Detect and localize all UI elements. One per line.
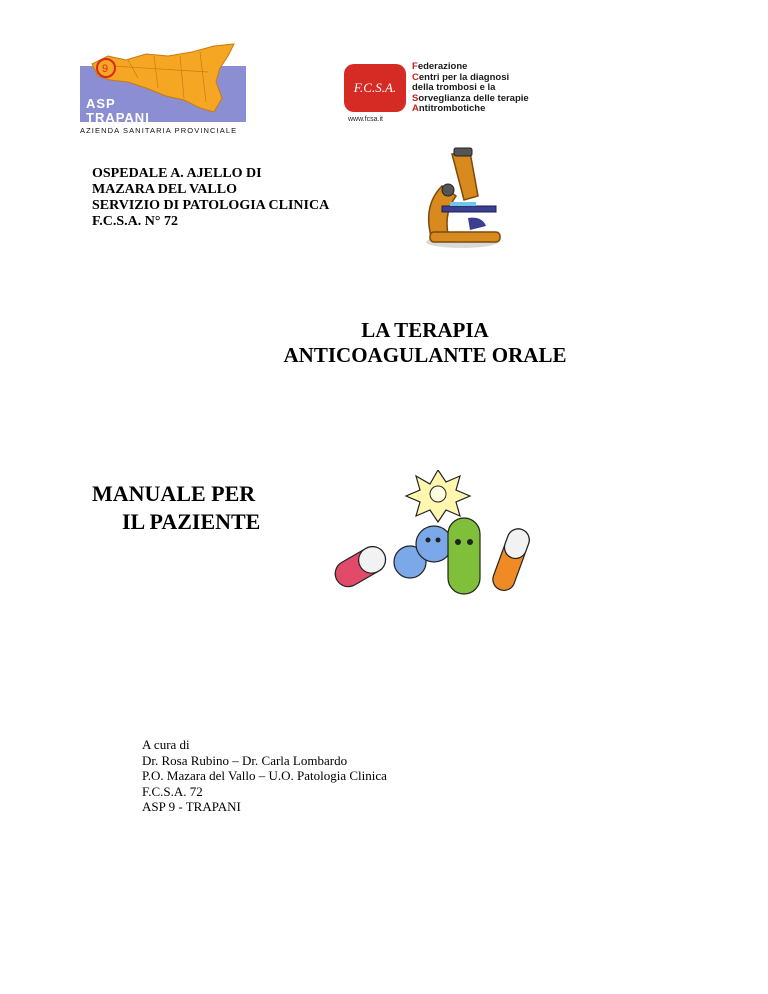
title-line1: LA TERAPIA — [361, 318, 489, 342]
asp-caption: AZIENDA SANITARIA PROVINCIALE — [80, 126, 238, 135]
asp-line2: TRAPANI — [86, 110, 150, 125]
hospital-line: MAZARA DEL VALLO — [92, 182, 237, 197]
document-title — [160, 318, 690, 368]
credits-line: A cura di — [142, 737, 190, 752]
asp-line1: ASP — [86, 96, 116, 111]
hospital-line: F.C.S.A. N° 72 — [92, 214, 178, 229]
manual-heading — [92, 480, 260, 536]
credits-line: Dr. Rosa Rubino – Dr. Carla Lombardo — [142, 752, 348, 768]
fcsa-line: Sorveglianza delle terapie — [412, 92, 529, 104]
credits-block — [142, 737, 387, 815]
fcsa-line: Federazione — [412, 61, 468, 72]
fcsa-description — [412, 62, 529, 115]
credits-line: ASP 9 - TRAPANI — [142, 799, 241, 814]
fcsa-line: Centri per la diagnosi — [412, 71, 510, 83]
credits-line: P.O. Mazara del Vallo – U.O. Patologia Clinica — [142, 768, 387, 783]
fcsa-logo — [344, 62, 538, 128]
manual-line1: MANUALE PER — [92, 481, 256, 506]
fcsa-line: Antitrombotiche — [412, 103, 486, 114]
manual-line2: IL PAZIENTE — [122, 509, 261, 534]
fcsa-badge: F.C.S.A. — [344, 64, 406, 112]
hospital-line: SERVIZIO DI PATOLOGIA CLINICA — [92, 198, 330, 213]
fcsa-line: della trombosi e la — [412, 82, 496, 93]
hospital-header — [92, 166, 329, 230]
hospital-line: OSPEDALE A. AJELLO DI — [92, 166, 262, 181]
title-line2: ANTICOAGULANTE ORALE — [283, 343, 567, 367]
asp-trapani-logo — [80, 42, 248, 134]
fcsa-url: www.fcsa.it — [348, 116, 384, 123]
microscope-icon — [412, 146, 508, 250]
pills-illustration-icon — [330, 470, 540, 600]
asp-logo-text — [86, 97, 150, 125]
asp-number: 9 — [102, 63, 109, 75]
credits-line: F.C.S.A. 72 — [142, 783, 203, 799]
